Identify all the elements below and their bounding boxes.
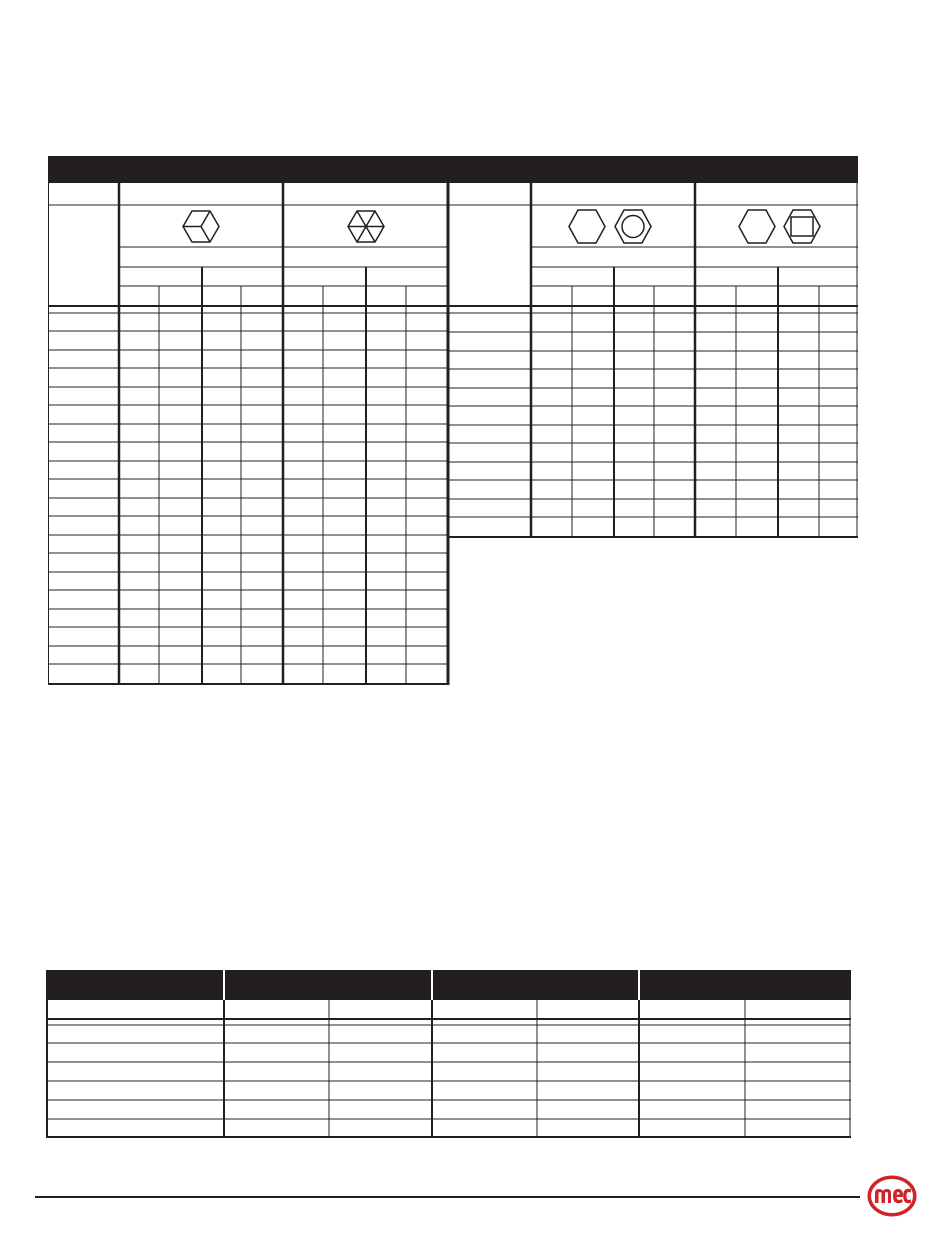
- torque-chart: [48, 156, 858, 685]
- hose-table: [46, 970, 851, 1138]
- mec-logo: [866, 1174, 918, 1218]
- hose-table-header-bar: [46, 970, 851, 1000]
- hex-nut-with-washer-icon: [615, 210, 651, 243]
- hex-bolt-grade-5-icon: [183, 211, 219, 242]
- hex-nut-plain-icon-2: [739, 210, 775, 243]
- footer-rule: [35, 1196, 860, 1198]
- torque-chart-title-bar: [48, 156, 858, 183]
- hex-nut-with-square-icon: [784, 210, 820, 243]
- hex-nut-plain-icon-1: [569, 210, 605, 243]
- hex-bolt-grade-8-icon: [348, 211, 384, 242]
